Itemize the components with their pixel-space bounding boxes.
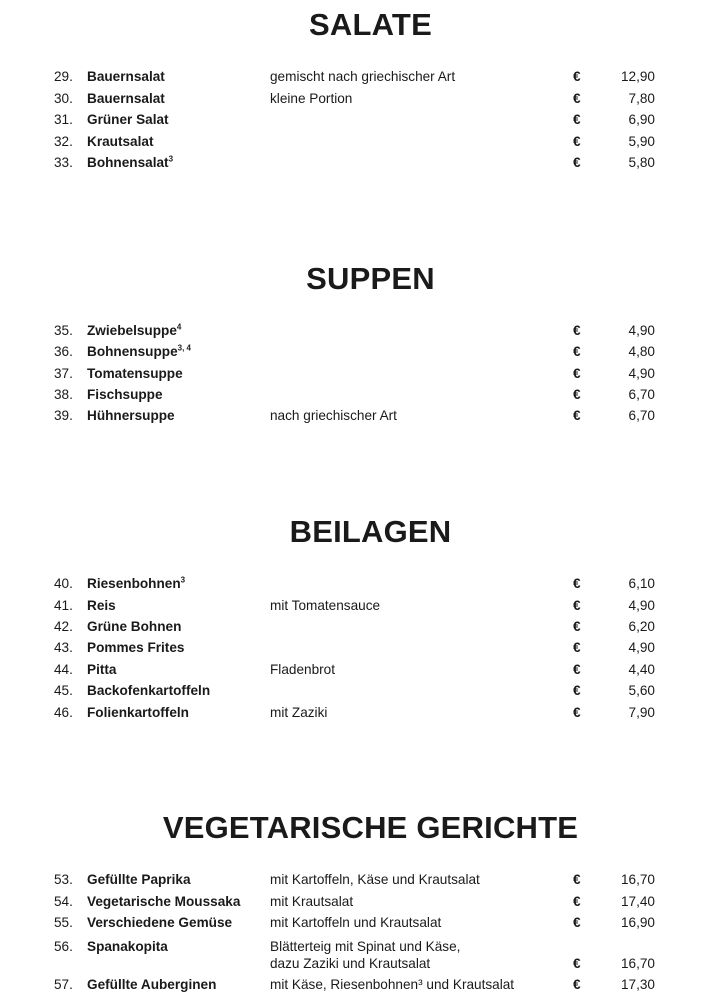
item-number: 32. (54, 134, 73, 149)
currency-symbol: € (573, 894, 581, 909)
item-description: mit Zaziki (270, 705, 328, 720)
item-price: 6,90 (628, 112, 655, 127)
item-name (87, 598, 116, 614)
item-name-text: Grüner Salat (87, 112, 169, 127)
item-name-text: Tomatensuppe (87, 366, 183, 381)
item-number: 35. (54, 323, 73, 338)
allergen-footnote: 3 (180, 575, 186, 585)
currency-symbol: € (573, 662, 581, 677)
item-price: 4,80 (628, 344, 655, 359)
item-price: 4,90 (628, 598, 655, 613)
item-name-text: Zwiebelsuppe (87, 323, 177, 338)
item-price: 17,30 (620, 977, 655, 992)
item-number: 39. (54, 408, 73, 423)
item-price: 6,70 (628, 387, 655, 402)
item-number: 37. (54, 366, 73, 381)
currency-symbol: € (573, 598, 581, 613)
item-price: 16,70 (620, 956, 655, 971)
item-number: 40. (54, 576, 73, 591)
item-name-text: Hühnersuppe (87, 408, 175, 423)
item-number: 44. (54, 662, 73, 677)
item-name (87, 939, 168, 955)
item-name-text: Gefüllte Auberginen (87, 977, 217, 992)
item-number: 46. (54, 705, 73, 720)
item-name-text: Riesenbohnen (87, 576, 181, 591)
item-price: 4,40 (628, 662, 655, 677)
item-number: 30. (54, 91, 73, 106)
item-description-line2: dazu Zaziki und Krautsalat (270, 956, 431, 971)
item-name (87, 112, 169, 128)
currency-symbol: € (573, 134, 581, 149)
item-name (87, 323, 181, 339)
item-name (87, 705, 189, 721)
item-price: 12,90 (620, 69, 655, 84)
item-name-text: Bohnensalat (87, 155, 169, 170)
section-title-vegetarische-gerichte: VEGETARISCHE GERICHTE (162, 810, 579, 845)
item-name-text: Folienkartoffeln (87, 705, 189, 720)
item-name-text: Bauernsalat (87, 91, 165, 106)
item-name (87, 387, 163, 403)
item-number: 41. (54, 598, 73, 613)
item-name-text: Bauernsalat (87, 69, 165, 84)
item-name (87, 894, 240, 910)
item-description: Fladenbrot (270, 662, 335, 677)
item-number: 54. (54, 894, 73, 909)
currency-symbol: € (573, 576, 581, 591)
item-name (87, 619, 181, 635)
item-name (87, 977, 216, 993)
allergen-footnote: 4 (176, 322, 182, 332)
item-price: 5,60 (628, 683, 655, 698)
allergen-footnote: 3, 4 (177, 343, 191, 353)
currency-symbol: € (573, 705, 581, 720)
section-title-suppen: SUPPEN (306, 261, 435, 296)
item-description: mit Tomatensauce (270, 598, 381, 613)
item-name-text: Pitta (87, 662, 117, 677)
item-description: mit Kartoffeln und Krautsalat (270, 915, 442, 930)
item-name-text: Backofenkartoffeln (87, 683, 211, 698)
currency-symbol: € (573, 344, 581, 359)
currency-symbol: € (573, 366, 581, 381)
item-number: 36. (54, 344, 73, 359)
item-name (87, 683, 210, 699)
currency-symbol: € (573, 977, 581, 992)
item-name-text: Pommes Frites (87, 640, 185, 655)
item-number: 57. (54, 977, 73, 992)
currency-symbol: € (573, 69, 581, 84)
item-name (87, 366, 183, 382)
item-price: 6,20 (628, 619, 655, 634)
item-name (87, 662, 116, 678)
item-name (87, 69, 165, 85)
item-name (87, 408, 175, 424)
item-name (87, 915, 232, 931)
item-price: 4,90 (628, 366, 655, 381)
item-price: 16,90 (620, 915, 655, 930)
item-name (87, 344, 191, 360)
currency-symbol: € (573, 640, 581, 655)
currency-symbol: € (573, 112, 581, 127)
currency-symbol: € (573, 872, 581, 887)
section-title-salate: SALATE (309, 7, 432, 42)
currency-symbol: € (573, 683, 581, 698)
item-name (87, 134, 153, 150)
item-name-text: Verschiedene Gemüse (87, 915, 233, 930)
item-description: mit Käse, Riesenbohnen³ und Krautsalat (270, 977, 515, 992)
item-number: 43. (54, 640, 73, 655)
item-name (87, 576, 185, 592)
item-description: mit Kartoffeln, Käse und Krautsalat (270, 872, 480, 887)
item-name (87, 155, 173, 171)
item-price: 7,80 (628, 91, 655, 106)
currency-symbol: € (573, 323, 581, 338)
item-number: 56. (54, 939, 73, 954)
item-price: 6,70 (628, 408, 655, 423)
item-number: 31. (54, 112, 73, 127)
allergen-footnote: 3 (168, 154, 174, 164)
item-description (270, 939, 560, 972)
item-number: 55. (54, 915, 73, 930)
item-name-text: Krautsalat (87, 134, 154, 149)
item-price: 6,10 (628, 576, 655, 591)
currency-symbol: € (573, 619, 581, 634)
currency-symbol: € (573, 915, 581, 930)
item-number: 29. (54, 69, 73, 84)
currency-symbol: € (573, 956, 581, 971)
item-description: nach griechischer Art (270, 408, 397, 423)
item-description: kleine Portion (270, 91, 353, 106)
item-description-line1: Blätterteig mit Spinat und Käse, (270, 939, 461, 954)
item-price: 7,90 (628, 705, 655, 720)
currency-symbol: € (573, 155, 581, 170)
item-price: 4,90 (628, 640, 655, 655)
item-name-text: Spanakopita (87, 939, 168, 954)
item-name (87, 872, 191, 888)
item-number: 33. (54, 155, 73, 170)
item-price: 4,90 (628, 323, 655, 338)
item-name (87, 640, 184, 656)
item-description: gemischt nach griechischer Art (270, 69, 456, 84)
item-price: 5,80 (628, 155, 655, 170)
item-price: 5,90 (628, 134, 655, 149)
item-name-text: Fischsuppe (87, 387, 163, 402)
currency-symbol: € (573, 387, 581, 402)
section-title-beilagen: BEILAGEN (289, 514, 452, 549)
item-description: mit Krautsalat (270, 894, 354, 909)
item-name-text: Gefüllte Paprika (87, 872, 191, 887)
item-name (87, 91, 165, 107)
item-number: 45. (54, 683, 73, 698)
item-number: 38. (54, 387, 73, 402)
item-number: 53. (54, 872, 73, 887)
item-price: 17,40 (620, 894, 655, 909)
item-name-text: Vegetarische Moussaka (87, 894, 241, 909)
currency-symbol: € (573, 91, 581, 106)
currency-symbol: € (573, 408, 581, 423)
item-name-text: Reis (87, 598, 116, 613)
item-name-text: Bohnensuppe (87, 344, 178, 359)
item-name-text: Grüne Bohnen (87, 619, 182, 634)
item-price: 16,70 (620, 872, 655, 887)
item-number: 42. (54, 619, 73, 634)
